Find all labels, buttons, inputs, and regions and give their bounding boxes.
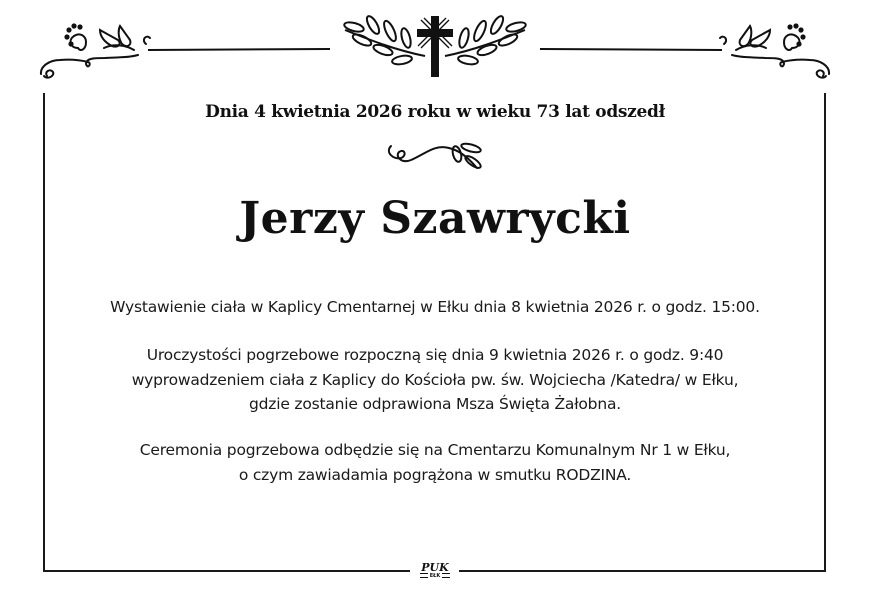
deceased-name: Jerzy Szawrycki — [239, 193, 631, 244]
paragraph-line: o czym zawiadamia pogrążona w smutku RODZINA. — [238, 465, 632, 484]
top-ornament — [0, 0, 870, 95]
right-rule-line — [540, 49, 722, 50]
frame-bottom-border-right — [459, 570, 826, 572]
logo-sub-label: EŁK — [429, 573, 441, 579]
frame-right-border — [824, 93, 826, 571]
funeral-mass-paragraph — [0, 343, 870, 417]
paragraph-line: gdzie zostanie odprawiona Msza Święta Żałobna. — [249, 395, 621, 413]
logo-sub-text — [412, 573, 458, 579]
frame-bottom-border-left — [43, 570, 410, 572]
burial-paragraph — [0, 438, 870, 487]
floral-corner-left-icon — [41, 26, 150, 78]
puk-elk-logo — [412, 562, 458, 579]
laurel-left-icon — [343, 14, 425, 65]
logo-main-text: PUK — [421, 561, 449, 574]
paragraph-line: wyprowadzeniem ciała z Kaplicy do Kościoła pw. św. Wojciecha /Katedra/ w Ełku, — [131, 370, 739, 389]
vine-swirl-divider-icon — [385, 138, 485, 178]
floral-corner-right-icon — [720, 23, 829, 77]
death-announcement-line: Dnia 4 kwietnia 2026 roku w wieku 73 lat odszedł — [205, 102, 665, 122]
paragraph-line: Uroczystości pogrzebowe rozpoczną się dnia 9 kwietnia 2026 r. o godz. 9:40 — [146, 346, 724, 364]
cross-icon — [417, 16, 453, 77]
viewing-paragraph — [0, 295, 870, 320]
laurel-right-icon — [445, 14, 527, 65]
paragraph-line: Ceremonia pogrzebowa odbędzie się na Cmentarzu Komunalnym Nr 1 w Ełku, — [139, 441, 731, 459]
paragraph-line: Wystawienie ciała w Kaplicy Cmentarnej w Ełku dnia 8 kwietnia 2026 r. o godz. 15:00. — [110, 298, 760, 316]
frame-left-border — [43, 93, 45, 571]
left-rule-line — [148, 49, 330, 50]
